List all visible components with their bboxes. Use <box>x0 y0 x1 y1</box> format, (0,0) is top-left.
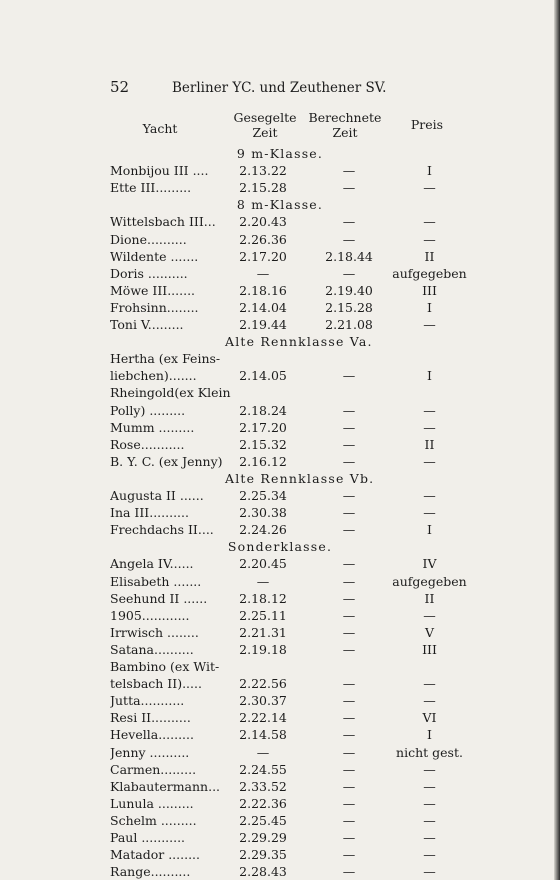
yacht-name: Toni V......... <box>110 317 184 332</box>
berechnete-zeit: — <box>342 265 356 281</box>
gesegelte-zeit: 2.15.28 <box>239 180 287 196</box>
preis: — <box>423 488 436 503</box>
gesegelte-zeit: 2.14.05 <box>239 368 287 384</box>
berechnete-zeit: — <box>342 693 356 709</box>
berechnete-zeit: — <box>342 180 356 196</box>
gesegelte-zeit: 2.26.36 <box>239 231 287 247</box>
preis: IV <box>422 556 437 572</box>
preis: — <box>423 864 436 880</box>
preis: I <box>427 727 432 743</box>
preis: II <box>424 590 435 606</box>
preis: V <box>424 624 435 640</box>
yacht-name: Irrwisch ........ <box>110 624 199 640</box>
berechnete-zeit: — <box>342 453 356 469</box>
berechnete-zeit: — <box>342 231 356 247</box>
yacht-name: Bambino (ex Wit- <box>110 659 220 674</box>
gesegelte-zeit: 2.25.34 <box>239 488 287 503</box>
page-edge-shadow <box>554 0 560 880</box>
gesegelte-zeit: 2.19.44 <box>239 317 287 332</box>
gesegelte-zeit: 2.18.24 <box>239 402 287 418</box>
gesegelte-zeit: 2.20.43 <box>239 214 287 230</box>
gesegelte-zeit: 2.16.12 <box>239 453 287 469</box>
preis: — <box>423 214 436 230</box>
class-title: 9 m-Klasse. <box>236 146 324 161</box>
yacht-name: Wildente ....... <box>110 248 199 264</box>
gesegelte-zeit: 2.33.52 <box>239 778 287 794</box>
yacht-name: Ette III......... <box>110 180 192 196</box>
yacht-name: 1905............ <box>110 607 190 623</box>
gesegelte-zeit: 2.17.20 <box>239 419 287 435</box>
berechnete-zeit: — <box>342 590 356 606</box>
gesegelte-zeit: 2.29.35 <box>239 847 287 863</box>
gesegelte-zeit: 2.22.36 <box>239 795 287 811</box>
gesegelte-zeit: 2.14.58 <box>239 727 287 743</box>
gesegelte-zeit: 2.17.20 <box>239 248 287 264</box>
berechnete-zeit: — <box>342 505 356 521</box>
yacht-name: Wittelsbach III... <box>110 214 216 230</box>
preis: — <box>423 231 436 247</box>
gesegelte-zeit: 2.25.45 <box>239 812 287 828</box>
gesegelte-zeit: — <box>256 744 270 760</box>
preis: — <box>423 778 436 794</box>
class-title: Alte Rennklasse Vb. <box>225 470 375 486</box>
preis: I <box>427 522 432 538</box>
berechnete-zeit: — <box>342 368 356 384</box>
preis: — <box>423 693 436 709</box>
yacht-name: Dione.......... <box>110 231 187 247</box>
gesegelte-zeit: 2.30.38 <box>239 505 287 521</box>
berechnete-zeit: — <box>342 607 356 623</box>
berechnete-zeit: 2.15.28 <box>325 299 373 315</box>
gesegelte-zeit: 2.22.56 <box>239 676 287 692</box>
running-head <box>110 78 386 96</box>
yacht-name: Klabautermann... <box>110 778 221 794</box>
berechnete-zeit: — <box>342 778 356 794</box>
yacht-name: Ina III.......... <box>110 505 189 521</box>
preis: — <box>423 505 436 521</box>
berechnete-zeit: — <box>342 795 356 811</box>
page-number: 52 <box>110 78 130 96</box>
yacht-name: Elisabeth ....... <box>110 573 202 589</box>
yacht-name: Augusta II ...... <box>110 488 204 503</box>
gesegelte-zeit: 2.22.14 <box>239 710 287 726</box>
yacht-name: Doris .......... <box>110 265 188 281</box>
berechnete-zeit: — <box>342 641 356 657</box>
yacht-name: Hertha (ex Feins- <box>110 351 221 367</box>
preis: aufgegeben <box>392 265 467 281</box>
class-heading <box>110 470 470 487</box>
header-yacht: Yacht <box>142 121 178 136</box>
yacht-name: Paul ........... <box>110 830 186 845</box>
running-title: Berliner YC. und Zeuthener SV. <box>172 80 387 96</box>
berechnete-zeit: — <box>342 864 356 880</box>
preis: I <box>427 299 432 315</box>
header-berechnete-line2: Zeit <box>332 125 358 140</box>
preis: — <box>423 795 436 811</box>
preis: — <box>423 847 436 863</box>
header-gesegelte-zeit <box>225 110 305 140</box>
berechnete-zeit: — <box>342 761 356 777</box>
class-title: 8 m-Klasse. <box>236 197 324 213</box>
berechnete-zeit: — <box>342 812 356 828</box>
berechnete-zeit: — <box>342 402 356 418</box>
gesegelte-zeit: 2.29.29 <box>239 830 287 845</box>
preis: II <box>424 436 435 452</box>
berechnete-zeit: — <box>342 727 356 743</box>
preis: — <box>423 812 436 828</box>
berechnete-zeit: — <box>342 556 356 572</box>
yacht-name: Seehund II ...... <box>110 590 208 606</box>
preis: — <box>423 453 436 469</box>
gesegelte-zeit: 2.24.55 <box>239 761 287 777</box>
gesegelte-zeit: 2.18.16 <box>239 282 287 298</box>
berechnete-zeit: — <box>342 676 356 692</box>
preis: — <box>423 419 436 435</box>
preis: III <box>422 282 437 298</box>
berechnete-zeit: — <box>342 573 356 589</box>
berechnete-zeit: 2.21.08 <box>325 317 373 332</box>
yacht-name: Jutta........... <box>110 693 185 709</box>
class-title: Sonderklasse. <box>227 539 333 555</box>
gesegelte-zeit: 2.13.22 <box>239 163 287 179</box>
yacht-name: Hevella......... <box>110 727 194 743</box>
berechnete-zeit: — <box>342 214 356 230</box>
preis: — <box>423 761 436 777</box>
gesegelte-zeit: — <box>256 265 270 281</box>
gesegelte-zeit: 2.15.32 <box>239 436 287 452</box>
class-title: Alte Rennklasse Va. <box>225 334 373 350</box>
yacht-name: Lunula ......... <box>110 795 194 811</box>
gesegelte-zeit: 2.25.11 <box>239 607 287 623</box>
gesegelte-zeit: — <box>256 573 270 589</box>
berechnete-zeit: — <box>342 624 356 640</box>
yacht-name: Angela IV...... <box>110 556 194 572</box>
berechnete-zeit: — <box>342 744 356 760</box>
yacht-name: Jenny .......... <box>110 744 190 760</box>
preis: III <box>422 641 437 657</box>
preis: — <box>423 607 436 623</box>
yacht-name: Mumm ......... <box>110 419 195 435</box>
yacht-name: Möwe III....... <box>110 282 196 298</box>
berechnete-zeit: — <box>342 488 356 503</box>
gesegelte-zeit: 2.28.43 <box>239 864 287 880</box>
class-heading <box>110 538 470 555</box>
berechnete-zeit: 2.18.44 <box>325 248 373 264</box>
berechnete-zeit: 2.19.40 <box>325 282 373 298</box>
yacht-name: telsbach II)..... <box>110 676 202 692</box>
gesegelte-zeit: 2.24.26 <box>239 522 287 538</box>
yacht-name: Satana.......... <box>110 641 194 657</box>
gesegelte-zeit: 2.21.31 <box>239 624 287 640</box>
berechnete-zeit: — <box>342 163 356 179</box>
header-gesegelte-line1: Gesegelte <box>233 110 297 125</box>
class-heading <box>110 196 470 213</box>
yacht-name: Schelm ......... <box>110 812 197 828</box>
preis: II <box>424 248 435 264</box>
yacht-name: Carmen......... <box>110 761 197 777</box>
preis: — <box>423 676 436 692</box>
berechnete-zeit: — <box>342 436 356 452</box>
gesegelte-zeit: 2.19.18 <box>239 641 287 657</box>
header-gesegelte-line2: Zeit <box>252 125 278 140</box>
yacht-name: Rose........... <box>110 436 185 452</box>
header-preis: Preis <box>410 117 444 132</box>
gesegelte-zeit: 2.20.45 <box>239 556 287 572</box>
preis: aufgegeben <box>392 573 467 589</box>
yacht-name: B. Y. C. (ex Jenny) <box>110 453 223 469</box>
berechnete-zeit: — <box>342 830 356 845</box>
preis: — <box>423 180 436 196</box>
yacht-name: Range.......... <box>110 864 191 880</box>
preis: — <box>423 317 436 332</box>
header-berechnete-line1: Berechnete <box>308 110 382 125</box>
yacht-name: Frohsinn........ <box>110 299 199 315</box>
gesegelte-zeit: 2.30.37 <box>239 693 287 709</box>
yacht-name: Matador ........ <box>110 847 200 863</box>
berechnete-zeit: — <box>342 522 356 538</box>
gesegelte-zeit: 2.18.12 <box>239 590 287 606</box>
berechnete-zeit: — <box>342 847 356 863</box>
preis: I <box>427 163 432 179</box>
class-heading <box>110 145 470 162</box>
yacht-name: Polly) ......... <box>110 402 186 418</box>
yacht-name: Frechdachs II.... <box>110 522 214 538</box>
yacht-name: Rheingold(ex Klein <box>110 385 231 401</box>
berechnete-zeit: — <box>342 710 356 726</box>
preis: — <box>423 830 436 845</box>
yacht-name: Monbijou III .... <box>110 163 209 179</box>
preis: — <box>423 402 436 418</box>
gesegelte-zeit: 2.14.04 <box>239 299 287 315</box>
preis: I <box>427 368 432 384</box>
preis: nicht gest. <box>396 744 463 760</box>
yacht-name: liebchen)....... <box>110 368 197 384</box>
yacht-name: Resi II.......... <box>110 710 191 726</box>
class-heading <box>110 333 470 350</box>
preis: VI <box>422 710 437 726</box>
header-berechnete-zeit <box>305 110 385 140</box>
berechnete-zeit: — <box>342 419 356 435</box>
